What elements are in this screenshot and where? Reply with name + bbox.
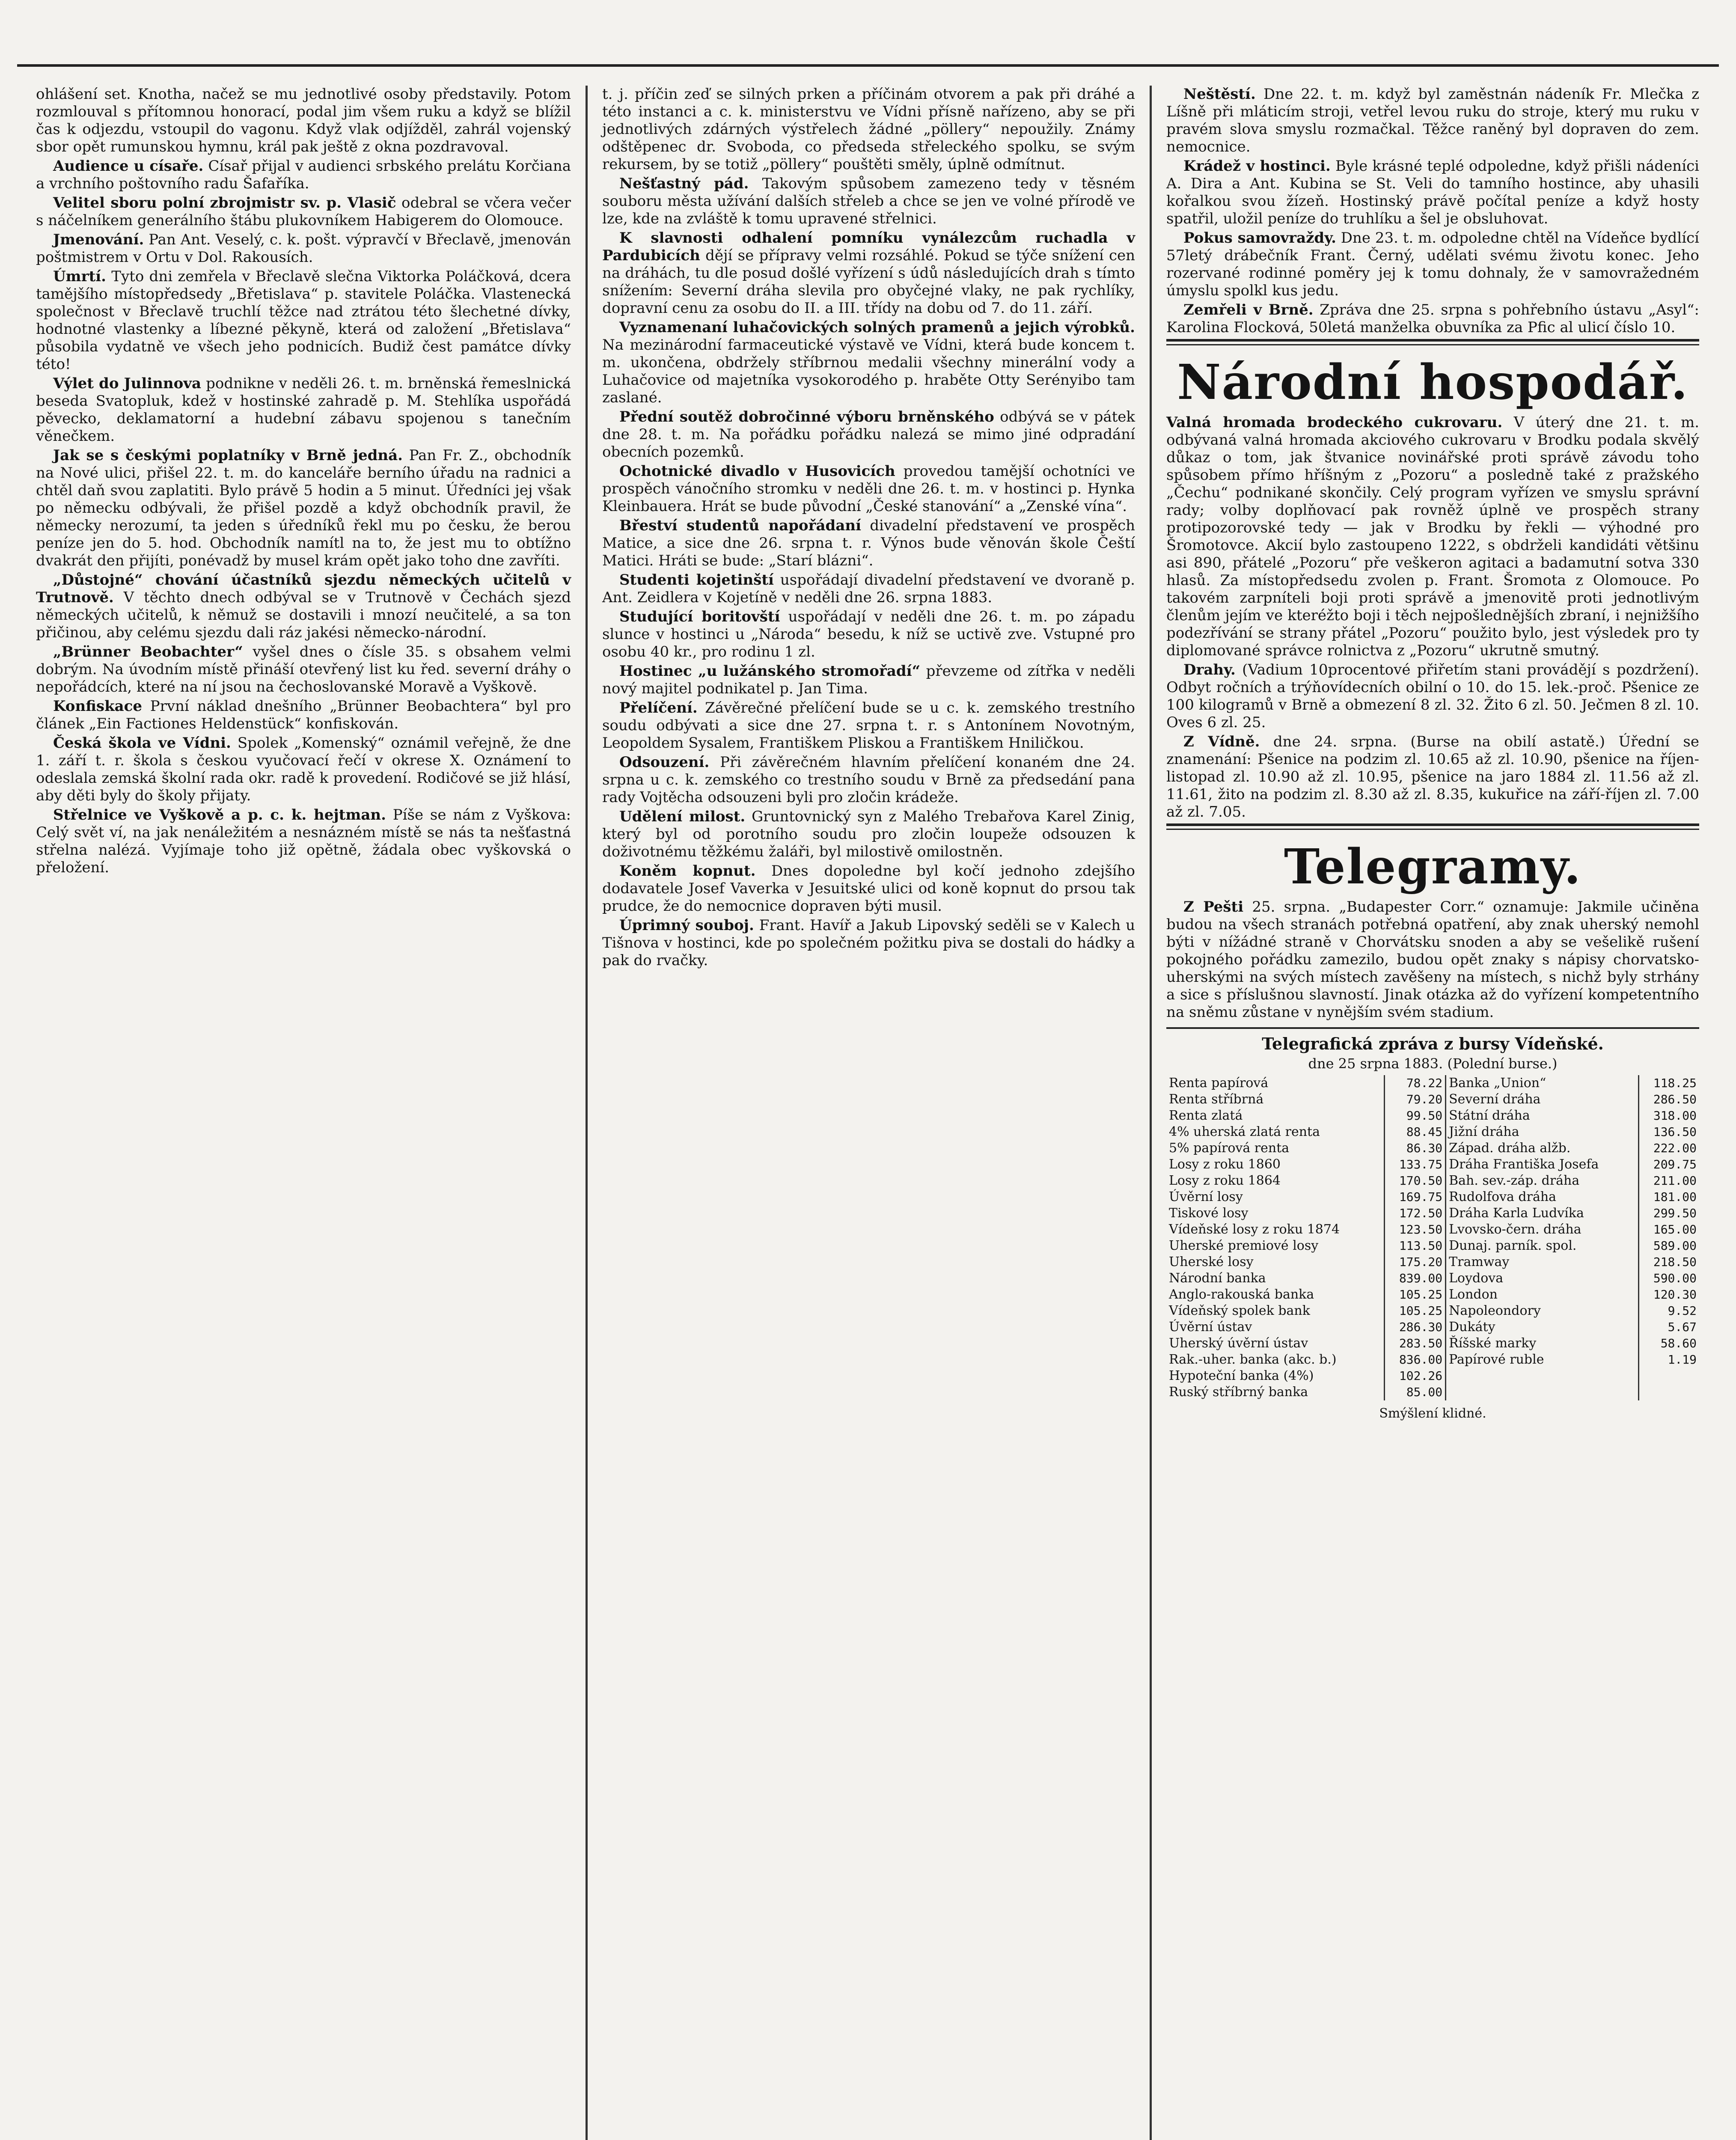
security-value: 165.00 bbox=[1638, 1222, 1699, 1238]
security-name: Hypoteční banka (4%) bbox=[1169, 1368, 1314, 1383]
security-name: Úvěrní losy bbox=[1169, 1189, 1243, 1204]
security-value: 113.50 bbox=[1384, 1238, 1445, 1254]
security-name: Vídeňský spolek bank bbox=[1169, 1303, 1310, 1318]
security-name: Dukáty bbox=[1446, 1319, 1639, 1335]
article-lead: Přední soutěž dobročinné výboru brněnského bbox=[619, 408, 994, 425]
article bbox=[602, 917, 1135, 969]
article-text: Dne 23. t. m. odpoledne chtěl na Vídeňce bydlící 57letý drábečník Frant. Černý, udělati svému životu konec. Jeho rozervané rodinné poměry jej k tomu dohnaly, že v samovražedném úmyslu spolkl kus jedu. bbox=[1166, 229, 1699, 299]
article-lead: Audience u císaře. bbox=[53, 158, 204, 175]
article bbox=[602, 86, 1135, 173]
table-row bbox=[1166, 1352, 1699, 1368]
article bbox=[602, 319, 1135, 407]
security-value: 88.45 bbox=[1384, 1124, 1445, 1140]
columns bbox=[21, 86, 1715, 2140]
security-value: 102.26 bbox=[1384, 1368, 1445, 1384]
security-name: 4% uherská zlatá renta bbox=[1169, 1124, 1320, 1139]
article-vienna-grain bbox=[1166, 733, 1699, 821]
security-name: Úvěrní ústav bbox=[1169, 1320, 1252, 1335]
article-text: Tyto dni zemřela v Břeclavě slečna Viktorka Poláčková, dcera tamějšího místopředsedy „Břetislava“ p. stavitele Poláčka. Vlastenecká společnost v Břeclavě truchlí těžce nad ztrátou této šlechetné dívky, hodnotné vlastenky a líbezné pěkyně, která od založení „Břetislava“ působila vydatně ve všech jeho podnicích. Budiž čest památce dívky této! bbox=[36, 268, 571, 373]
security-value: 286.50 bbox=[1638, 1091, 1699, 1108]
table-row bbox=[1166, 1156, 1699, 1173]
article-lead: Přelíčení. bbox=[619, 699, 698, 716]
security-name: Dráha Karla Ludvíka bbox=[1446, 1205, 1639, 1222]
article-narodni bbox=[1166, 414, 1699, 660]
article-text: převzeme od zítřka v neděli nový majitel podnikatel p. Jan Tima. bbox=[602, 663, 1135, 697]
article-lead: Z Vídně. bbox=[1183, 733, 1260, 750]
article bbox=[36, 86, 571, 156]
article-text: Při závěrečném hlavním přelíčení konaném dne 24. srpna u c. k. zemského co trestního soudu v Brně za předsedání pana rady Vojtěcha odsouzeni byli pro zločin krádeže. bbox=[602, 754, 1135, 806]
article-lead: Krádež v hostinci. bbox=[1183, 158, 1331, 175]
article-lead: Pokus samovraždy. bbox=[1183, 229, 1336, 247]
security-value: 222.00 bbox=[1638, 1140, 1699, 1156]
article-lead: Vyznamenaní luhačovických solných pramenů a jejich výrobků. bbox=[619, 319, 1135, 336]
security-value: 211.00 bbox=[1638, 1173, 1699, 1189]
column-2 bbox=[586, 86, 1150, 2140]
article-text: odbývá se v pátek dne 28. t. m. Na pořádku pořádku nalezá se mimo jiné odpradání obecních pozemků. bbox=[602, 408, 1136, 461]
article-text: dne 24. srpna. (Burse na obilí astatě.) Úřední se znamenání: Pšenice na podzim zl. 10.65 až zl. 10.90, pšenice na říjen-listopad zl. 10.90 až zl. 10.95, pšenice na jaro 1884 zl. 11.56 až zl. 11.61, žito na podzim zl. 8.30 až zl. 8.35, kukuřice na září-říjen zl. 7.00 až zl. 7.05. bbox=[1166, 733, 1699, 820]
table-row bbox=[1166, 1335, 1699, 1352]
article bbox=[602, 608, 1135, 661]
table-row bbox=[1166, 1205, 1699, 1222]
article-lead: Výlet do Julinnova bbox=[53, 375, 202, 392]
article-lead: Z Pešti bbox=[1183, 898, 1244, 915]
security-value: 209.75 bbox=[1638, 1156, 1699, 1173]
article bbox=[1166, 229, 1699, 300]
article-text: t. j. příčin zeď se silných prken a příčinám otvorem a pak při dráhé a této instanci a c. k. ministerstvu ve Vídni přísně nařízeno, aby se při jednotlivých zdárných výstřelech žádné „pöllery“ nepoužily. Známy odštěpenec dr. Svoboda, co předseda střeleckého spolku, se svým rekursem, by se totiž „pöllery“ pouštěti směly, úplně odmítnut. bbox=[602, 86, 1135, 173]
security-value: 286.30 bbox=[1384, 1319, 1445, 1335]
article bbox=[36, 268, 571, 373]
security-value: 181.00 bbox=[1638, 1189, 1699, 1205]
security-value: 86.30 bbox=[1384, 1140, 1445, 1156]
security-name: Dráha Františka Josefa bbox=[1446, 1156, 1639, 1173]
table-row bbox=[1166, 1222, 1699, 1238]
table-row bbox=[1166, 1075, 1699, 1091]
article-text: V úterý dne 21. t. m. odbývaná valná hromada akciového cukrovaru v Brodku podala skvělý důkaz o tom, jak štvanice novinářské proti správě závodu toho spůsobem přímo hříšným z „Pozoru“ a posledně také z pražského „Čechu“ podnikané skončily. Celý program vyřízen ve smyslu správní rady; volby doplňovací pak rovněž úplně ve prospěch strany protipozorovské tedy — jak v Brodku by řekli — výhodné pro Šromotovce. Akcií bylo zastoupeno 1222, s obdrželi kandidáti většinu asi 890, přátelé „Pozoru“ pře veškeron agitaci a badamutní sotva 330 hlasů. Za místopředsedu zvolen p. Frant. Šromota z Olomouce. Po takovém zarpníteli boji proti správě a jmenovitě proti jednotlivým členům jejím ve kteréžto boji i těch nejpošlednějších zbraní, i nejnižšího podezřívání se strany přátel „Pozoru“ použito bylo, jest výsledek pro ty diplomované správce rolnictva z „Pozoru“ ukrutně smutný. bbox=[1166, 414, 1699, 659]
article-lead: Hostinec „u lužánského stromořadí“ bbox=[619, 663, 921, 680]
article-text: Frant. Havíř a Jakub Lipovský seděli se v Kalech u Tišnova v hostinci, kde po společném požitku piva se dostali do hádky a pak do rvačky. bbox=[602, 917, 1135, 969]
article-lead: Jak se s českými poplatníky v Brně jedná. bbox=[53, 447, 403, 464]
security-value: 136.50 bbox=[1638, 1124, 1699, 1140]
article-text: Pan Ant. Veselý, c. k. pošt. výpravčí v Břeclavě, jmenován poštmistrem v Ortu v Dol. Rakousích. bbox=[36, 231, 571, 266]
table-row bbox=[1166, 1384, 1699, 1400]
article-text: provedou tamější ochotníci ve prospěch vánočního stromku v neděli dne 26. t. m. v hostinci p. Hynka Kleinbauera. Hrát se bude původní „České stanování“ a „Zenské vína“. bbox=[602, 463, 1135, 515]
article-lead: Odsouzení. bbox=[619, 754, 710, 771]
article-telegram bbox=[1166, 898, 1699, 1021]
security-value: 318.00 bbox=[1638, 1108, 1699, 1124]
security-name: Napoleondory bbox=[1446, 1303, 1639, 1319]
article-lead: Úprimný souboj. bbox=[619, 917, 754, 934]
security-name: Banka „Union“ bbox=[1446, 1075, 1639, 1091]
article bbox=[602, 175, 1135, 228]
security-value: 9.52 bbox=[1638, 1303, 1699, 1319]
section-title-narodni: Národní hospodář. bbox=[1177, 354, 1688, 410]
security-name: Tramway bbox=[1446, 1254, 1639, 1270]
security-value: 170.50 bbox=[1384, 1173, 1445, 1189]
table-row bbox=[1166, 1173, 1699, 1189]
article bbox=[36, 158, 571, 193]
security-name: Západ. dráha alžb. bbox=[1446, 1140, 1639, 1156]
security-name: Státní dráha bbox=[1446, 1108, 1639, 1124]
article-text: 25. srpna. „Budapester Corr.“ oznamuje: Jakmile učiněna budou na všech stranách potřebná opatření, aby znak uherský nemohl býti v nížádné straně v Chorvátsku snoden a aby se vešelikě rušení pokojného pořádku zamezilo, budou opět znaky s nápisy chorvatsko-uherskými na svých místech zavěšeny na místech, s nichž byly strhány a sice s příslušnou slavností. Jinak otázka až do vyřízení kompetentního na sněmu zůstane v nynějším svém stadium. bbox=[1166, 898, 1699, 1021]
table-row bbox=[1166, 1108, 1699, 1124]
column-3 bbox=[1150, 86, 1714, 2140]
article-text: Císař přijal v audienci srbského prelátu Korčiana a vrchního poštovního radu Šafaříka. bbox=[36, 158, 571, 192]
article-text: Spolek „Komenský“ oznámil veřejně, že dne 1. září t. r. škola s českou vyučovací řečí v okrese X. Oznámení to odeslala zemská školní rada okr. radě k provedení. Rodičové se již hlásí, aby děti byly do školy přijaty. bbox=[36, 734, 571, 804]
security-value: 1.19 bbox=[1638, 1352, 1699, 1368]
security-value: 175.20 bbox=[1384, 1254, 1445, 1270]
security-value: 79.20 bbox=[1384, 1091, 1445, 1108]
article-text: V těchto dnech odbýval se v Trutnově v Čechách sjezd německých učitelů, k němuž se dostavili i mnozí neučitelé, a sa ton přičinou, aby celému sjezdu dali ráz jakési německo-národní. bbox=[36, 589, 571, 641]
security-name: Tiskové losy bbox=[1169, 1206, 1248, 1221]
article bbox=[36, 375, 571, 445]
section-title-telegramy: Telegramy. bbox=[1284, 839, 1582, 895]
article-lead: Studenti kojetinští bbox=[619, 571, 774, 588]
top-rule bbox=[17, 64, 1719, 67]
security-name: Losy z roku 1864 bbox=[1169, 1173, 1281, 1188]
article bbox=[602, 862, 1135, 915]
table-row bbox=[1166, 1368, 1699, 1384]
security-name: Říšské marky bbox=[1446, 1335, 1639, 1352]
security-value: 589.00 bbox=[1638, 1238, 1699, 1254]
security-name bbox=[1446, 1384, 1639, 1400]
security-name: Rak.-uher. banka (akc. b.) bbox=[1169, 1352, 1337, 1367]
article-lead: Drahy. bbox=[1183, 661, 1236, 678]
article bbox=[36, 231, 571, 266]
security-name: Renta papírová bbox=[1169, 1076, 1269, 1091]
security-name: Bah. sev.-záp. dráha bbox=[1446, 1173, 1639, 1189]
article-text: Zpráva dne 25. srpna s pohřebního ústavu „Asyl“: Karolina Flocková, 50letá manželka obuvníka za Pfic al ulicí číslo 10. bbox=[1166, 301, 1700, 336]
article-text: Dnes dopoledne byl kočí jednoho zdejšího dodavatele Josef Vaverka v Jesuitské ulici od koně kopnut do prsou tak prudce, že do nemocnice dopraven býti musil. bbox=[602, 862, 1135, 915]
column-1 bbox=[21, 86, 586, 2140]
security-name: Renta zlatá bbox=[1169, 1108, 1243, 1123]
security-name: Lvovsko-čern. dráha bbox=[1446, 1222, 1639, 1238]
table-row bbox=[1166, 1319, 1699, 1335]
article-lead: Neštěstí. bbox=[1183, 86, 1256, 103]
article-text: Na mezinárodní farmaceutické výstavě ve Vídni, která bude koncem t. m. ukončena, obdržely stříbrnou medalii všechny minerální vody a Luhačovice od majetníka vysokorodého p. hraběte Otty Serényibo tam zaslané. bbox=[602, 336, 1135, 406]
exchange-title: Telegrafická zpráva z bursy Vídeňské. bbox=[1262, 1034, 1604, 1053]
table-row bbox=[1166, 1254, 1699, 1270]
security-value: 299.50 bbox=[1638, 1205, 1699, 1222]
security-value: 78.22 bbox=[1384, 1075, 1445, 1091]
article-text: Pan Fr. Z., obchodník na Nové ulici, přišel 22. t. m. do kanceláře berního úřadu na radnici a chtěl daň svou zaplatiti. Bylo právě 5 hodin a 5 minut. Úředníci jej však po německu odbývali, že přišel pozdě a když obchodník pravil, že německy nerozumí, ta jeden s úředníků řekl mu po česku, že berou peníze jen do 5. hod. Obchodník namítl na to, že jest mu to obtížno dvakrát den přijíti, ponévadž by musel krám opět jako toho dne zavříti. bbox=[36, 447, 571, 569]
article-text: Závěrečné přelíčení bude se u c. k. zemského trestního soudu odbývati a sice dne 27. srpna t. r. s Antonínem Novotným, Leopoldem Sysalem, Františkem Pliskou a Františkem Hniličkou. bbox=[602, 699, 1135, 752]
security-name: London bbox=[1446, 1287, 1639, 1303]
security-name: Losy z roku 1860 bbox=[1169, 1157, 1281, 1172]
security-value: 99.50 bbox=[1384, 1108, 1445, 1124]
article-lead: Studující boritovští bbox=[619, 608, 780, 625]
article bbox=[36, 194, 571, 229]
security-name: Národní banka bbox=[1169, 1271, 1266, 1286]
section-rule bbox=[1166, 823, 1699, 830]
article bbox=[602, 663, 1135, 698]
article bbox=[602, 408, 1135, 461]
article bbox=[602, 754, 1135, 806]
security-value bbox=[1638, 1368, 1699, 1384]
security-name: Dunaj. parník. spol. bbox=[1446, 1238, 1639, 1254]
article-text: (Vadium 10procentové přiřetím stani provádějí s pozdržení). Odbyt ročních a trýňovídecních obilní o 10. do 15. lek.-proč. Pšenice ze 100 kilogramů v Brně a obmezení 8 zl. 32. Žito 6 zl. 50. Ječmen 8 zl. 10. Oves 6 zl. 25. bbox=[1166, 661, 1699, 731]
security-value bbox=[1638, 1384, 1699, 1400]
security-name: Severní dráha bbox=[1446, 1091, 1639, 1108]
security-value: 118.25 bbox=[1638, 1075, 1699, 1091]
article-text: uspořádají divadelní představení ve dvoraně p. Ant. Zeidlera v Kojetíně v neděli dne 26. srpna 1883. bbox=[602, 571, 1135, 606]
security-value: 123.50 bbox=[1384, 1222, 1445, 1238]
article-text: ohlášení set. Knotha, načež se mu jednotlivé osoby představily. Potom rozmlouval s přítomnou honorací, podal jim všem ruku a když se blížil čas k odjezdu, vstoupil do vagonu. Když vlak odjížděl, zahrál vojenský sbor opět rumunskou hymnu, král pak ještě z okna pozdravoval. bbox=[36, 86, 571, 155]
security-name: Vídeňské losy z roku 1874 bbox=[1169, 1222, 1340, 1237]
security-value: 836.00 bbox=[1384, 1352, 1445, 1368]
security-value: 169.75 bbox=[1384, 1189, 1445, 1205]
article-lead: Udělení milost. bbox=[619, 808, 746, 825]
article-lead: Koněm kopnut. bbox=[619, 862, 756, 880]
section-rule bbox=[1166, 339, 1699, 345]
article-text: dějí se přípravy velmi rozsáhlé. Pokud se týče snížení cen na dráhách, tu dle posud došlé vyřízení s údů následujících drah s tímto snížením: Severní dráha slevila pro obyčejné vlaky, ne pak rychlíky, dopravní cenu za osobu do II. a III. třídy na dobu od 7. do 11. září. bbox=[602, 247, 1136, 317]
security-name bbox=[1446, 1368, 1639, 1384]
article bbox=[36, 698, 571, 733]
article bbox=[36, 571, 571, 642]
article-text: vyšel dnes o čísle 35. s obsahem velmi dobrým. Na úvodním místě přináší otevřený list ku řed. severní dráhy o nepořádcích, které na ní jsou na čechoslovanské Moravě a Vyškově. bbox=[36, 643, 571, 696]
security-value: 172.50 bbox=[1384, 1205, 1445, 1222]
security-value: 85.00 bbox=[1384, 1384, 1445, 1400]
security-name: Rudolfova dráha bbox=[1446, 1189, 1639, 1205]
security-name: Ruský stříbrný banka bbox=[1169, 1385, 1308, 1400]
security-name: Renta stříbrná bbox=[1169, 1092, 1264, 1107]
article-lead: Valná hromada brodeckého cukrovaru. bbox=[1166, 414, 1503, 431]
security-value: 283.50 bbox=[1384, 1335, 1445, 1352]
table-row bbox=[1166, 1091, 1699, 1108]
security-name: Uherské premiové losy bbox=[1169, 1238, 1319, 1253]
security-name: Uherský úvěrní ústav bbox=[1169, 1336, 1308, 1351]
article bbox=[36, 447, 571, 570]
article-text: podnikne v neděli 26. t. m. brněnská řemeslnická beseda Svatopluk, kdež v hostinské zahradě p. M. Stehlíka uspořádá pěvecko, deklamatorní a hudební zábavu spojenou s tanečním věnečkem. bbox=[36, 375, 571, 445]
article-lead: Úmrtí. bbox=[53, 268, 106, 285]
article-lead: Střelnice ve Vyškově a p. c. k. hejtman. bbox=[53, 806, 386, 823]
security-value: 839.00 bbox=[1384, 1270, 1445, 1287]
article-lead: Velitel sboru polní zbrojmistr sv. p. Vlasič bbox=[53, 194, 396, 211]
security-name: Uherské losy bbox=[1169, 1254, 1254, 1269]
article-lead: Břeství studentů napořádaní bbox=[619, 517, 861, 534]
article bbox=[602, 808, 1135, 861]
article-text: Takovým spůsobem zamezeno tedy v těsném souboru města užívání dalších střeleb a chce se jen ve volné přírodě ve lze, kde na zvláště k tomu upravené střelnici. bbox=[602, 175, 1135, 227]
table-row bbox=[1166, 1238, 1699, 1254]
article-text: První náklad dnešního „Brünner Beobachtera“ byl pro článek „Ein Factiones Heldenstück“ konfiskován. bbox=[36, 698, 571, 732]
security-name: Jižní dráha bbox=[1446, 1124, 1639, 1140]
article bbox=[36, 643, 571, 696]
article-lead: Ochotnické divadlo v Husovicích bbox=[619, 463, 895, 480]
article bbox=[602, 699, 1135, 752]
security-value: 105.25 bbox=[1384, 1303, 1445, 1319]
security-name: 5% papírová renta bbox=[1169, 1141, 1290, 1156]
article-text: Dne 22. t. m. když byl zaměstnán nádeník Fr. Mlečka z Líšně při mláticím stroji, vetřel levou ruku do stroje, který mu ruku v pravém slova smyslu rozmačkal. Těžce raněný byl dopraven do zem. nemocnice. bbox=[1166, 86, 1700, 155]
article-lead: K slavnosti odhalení pomníku vynálezcům ruchadla v Pardubicích bbox=[602, 229, 1135, 264]
table-row bbox=[1166, 1270, 1699, 1287]
article-lead: „Důstojné“ chování účastníků sjezdu německých učitelů v Trutnově. bbox=[36, 571, 571, 606]
article bbox=[602, 229, 1135, 317]
article-lead: Nešťastný pád. bbox=[619, 175, 749, 192]
table-row bbox=[1166, 1287, 1699, 1303]
security-value: 133.75 bbox=[1384, 1156, 1445, 1173]
security-value: 218.50 bbox=[1638, 1254, 1699, 1270]
article-text: divadelní představení ve prospěch Matice, a sice dne 26. srpna t. r. Výnos bude věnován škole Čeští Matici. Hráti se bude: „Starí blázni“. bbox=[602, 517, 1135, 569]
article-lead: Konfiskace bbox=[53, 698, 142, 715]
article bbox=[602, 517, 1135, 570]
table-row bbox=[1166, 1124, 1699, 1140]
table-row bbox=[1166, 1140, 1699, 1156]
article bbox=[1166, 86, 1699, 156]
exchange-subtitle: dne 25 srpna 1883. (Polední burse.) bbox=[1308, 1055, 1558, 1072]
article-text: odebral se včera večer s náčelníkem generálního štábu plukovníkem Habigerem do Olomouce. bbox=[36, 194, 571, 229]
article bbox=[602, 571, 1135, 606]
article-text: Gruntovnický syn z Malého Trebařova Karel Zinig, který byl od porotního soudu pro zločin loupeže odsouzen k doživotnému těžkému žaláři, byl milostivě omilostněn. bbox=[602, 808, 1136, 860]
table-row bbox=[1166, 1189, 1699, 1205]
article-lead: „Brünner Beobachter“ bbox=[53, 643, 243, 660]
article-drahy bbox=[1166, 661, 1699, 731]
article-lead: Zemřeli v Brně. bbox=[1183, 301, 1314, 318]
article bbox=[602, 463, 1135, 515]
article-lead: Česká škola ve Vídni. bbox=[53, 734, 231, 752]
table-row bbox=[1166, 1303, 1699, 1319]
article-text: uspořádají v neděli dne 26. t. m. po západu slunce v hostinci u „Národa“ besedu, k níž se uctivě zve. Vstupné pro osobu 40 kr., pro rodinu 1 zl. bbox=[602, 608, 1135, 660]
article bbox=[36, 734, 571, 805]
article-text: Píše se nám z Vyškova: Celý svět ví, na jak nenáležitém a nesnázném místě se nás ta nešťastná střelna nalézá. Vyjímaje toho již opětně, žádala obec vyškovská o přeložení. bbox=[36, 806, 571, 876]
article bbox=[36, 806, 571, 877]
security-value: 105.25 bbox=[1384, 1287, 1445, 1303]
exchange-table bbox=[1166, 1075, 1699, 1400]
security-name: Loydova bbox=[1446, 1270, 1639, 1287]
article-text: Byle krásné teplé odpoledne, když přišli nádeníci A. Dira a Ant. Kubina se St. Veli do tamního hostince, aby uhasili kořalkou svou žízeň. Hostinský právě počítal peníze a když hosty spatřil, uložil peníze do truhlíku a šel je obsluhovat. bbox=[1166, 158, 1699, 227]
security-name: Papírové ruble bbox=[1446, 1352, 1639, 1368]
article bbox=[1166, 158, 1699, 228]
security-value: 5.67 bbox=[1638, 1319, 1699, 1335]
security-value: 58.60 bbox=[1638, 1335, 1699, 1352]
article-lead: Jmenování. bbox=[53, 231, 144, 248]
security-value: 590.00 bbox=[1638, 1270, 1699, 1287]
section-rule bbox=[1166, 1027, 1699, 1029]
article bbox=[1166, 301, 1699, 336]
exchange-footer: Smýšlení klidné. bbox=[1379, 1406, 1486, 1421]
security-value: 120.30 bbox=[1638, 1287, 1699, 1303]
security-name: Anglo-rakouská banka bbox=[1169, 1287, 1314, 1302]
